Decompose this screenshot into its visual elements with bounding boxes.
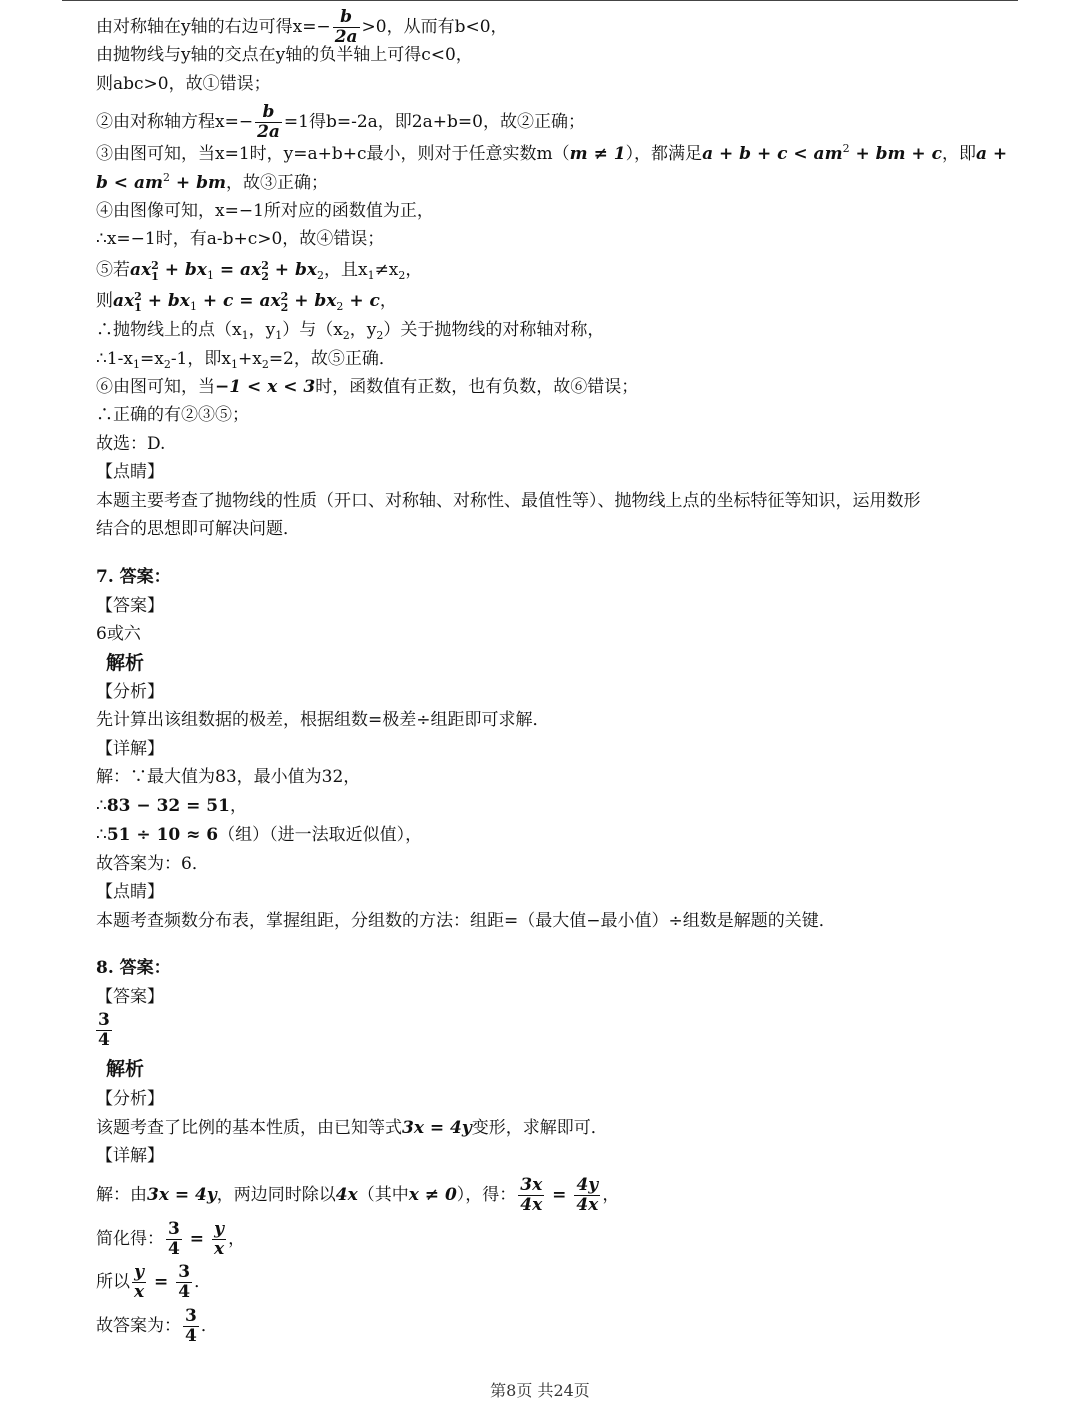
fraction: $\frac{y}{x}$ (134, 1262, 145, 1302)
text-line: ∴正确的有②③⑤； (96, 405, 249, 425)
text-line: $b < am^2$ + bm，故③正确； (96, 171, 328, 193)
text-line: ②由对称轴方程x=− $\frac{b}{2a}$ =1得b=-2a，即2a+b=0，故②正确； (96, 102, 585, 142)
fraction: $\frac{3}{4}$ (168, 1219, 180, 1259)
page-footer: 第8页 共24页 (490, 1381, 590, 1400)
answer-value: 6或六 (96, 624, 141, 644)
text-line: ∴抛物线上的点（$x_1$，$y_1$）与（$x_2$，$y_2$）关于抛物线的对称轴对称， (96, 320, 605, 342)
section-tag: 【分析】 (96, 682, 164, 702)
question-heading: 7. 答案： (96, 567, 171, 587)
text-line: 故选：D. (96, 434, 166, 454)
question-heading: 8. 答案： (96, 958, 171, 978)
text-line: ③由图可知，当x=1时，y=a+b+c最小，则对于任意实数m（m ≠ 1），都满足$a + b + c < am^2$ + bm + c，即a + (96, 142, 1008, 164)
text: 由对称轴在y轴的右边可得x=− (96, 17, 331, 37)
section-tag: 【点睛】 (96, 882, 164, 902)
text-line: 故答案为： $\frac{3}{4}$ ． (96, 1306, 218, 1346)
text-line: 结合的思想即可解决问题． (96, 519, 300, 539)
text-line: ④由图像可知，x=−1所对应的函数值为正， (96, 201, 434, 221)
section-tag: 【详解】 (96, 739, 164, 759)
fraction: $\frac{4y}{4x}$ (576, 1175, 599, 1215)
section-tag: 【详解】 (96, 1146, 164, 1166)
text-line: 故答案为：6． (96, 854, 209, 874)
text-line: 本题主要考查了抛物线的性质（开口、对称轴、对称性、最值性等）、抛物线上点的坐标特征等知识，运用数形 (96, 491, 921, 511)
text-line: ⑥由图可知，当−1 < x < 3时，函数值有正数，也有负数，故⑥错误； (96, 377, 639, 397)
text-line: 则abc>0，故①错误； (96, 74, 271, 94)
section-tag: 【答案】 (96, 596, 164, 616)
text-line: ∴83 − 32 = 51， (96, 796, 247, 816)
fraction: $\frac{3}{4}$ (178, 1262, 191, 1302)
top-rule (62, 0, 1018, 1)
answer-value (96, 1011, 112, 1050)
text-line: 解：∵最大值为83，最小值为32， (96, 767, 361, 787)
section-tag: 【点睛】 (96, 462, 164, 482)
text: >0，从而有b<0， (361, 17, 508, 37)
section-tag: 【答案】 (96, 987, 164, 1007)
fraction: $\frac{3}{4}$ (185, 1306, 197, 1346)
jiexi-heading: 解析 (106, 652, 145, 674)
text-line: 所以 $\frac{y}{x}$ = $\frac{3}{4}$ ． (96, 1262, 212, 1302)
section-tag: 【分析】 (96, 1089, 164, 1109)
text-line: 本题考查频数分布表，掌握组距，分组数的方法：组距=（最大值−最小值）÷组数是解题的关键． (96, 911, 836, 931)
text-line: 解：由3x = 4y，两边同时除以4x（其中x ≠ 0），得： $\frac{3x}{4x}$ = $\frac{4y}{4x}$ ， (96, 1175, 620, 1215)
text-line (96, 8, 508, 47)
fraction: $\frac{3x}{4x}$ (520, 1175, 543, 1215)
jiexi-heading: 解析 (106, 1058, 145, 1080)
fraction: $\frac{b}{2a}$ (257, 102, 280, 142)
text-line: ∴51 ÷ 10 ≈ 6（组）（进一法取近似值）， (96, 825, 423, 845)
fraction: $\frac{y}{x}$ (213, 1219, 225, 1259)
text-line: ⑤若ax 2 1 + $bx_1$ = ax 2 2 + $bx_2$，且$x_1\ne x_2$， (96, 258, 423, 283)
text-line: 简化得： $\frac{3}{4}$ = $\frac{y}{x}$ ， (96, 1219, 246, 1259)
text-line: 先计算出该组数据的极差，根据组数=极差÷组距即可求解． (96, 710, 550, 730)
text-line: 该题考查了比例的基本性质，由已知等式3x = 4y变形，求解即可． (96, 1118, 608, 1138)
text-line: $\therefore 1-x_1=x_2-1$，即$x_1+x_2=2$，故⑤正确． (96, 349, 396, 371)
fraction: $\frac{b}{2a}$ (334, 7, 358, 47)
fraction: $\frac{3}{4}$ (98, 1010, 110, 1050)
text-line: ∴x=−1时，有a-b+c>0，故④错误； (96, 229, 385, 249)
text-line: 由抛物线与y轴的交点在y轴的负半轴上可得c<0， (96, 45, 473, 65)
text-line: 则ax 2 1 + $bx_1 + c$ = ax 2 2 + $bx_2 + c$， (96, 289, 397, 314)
